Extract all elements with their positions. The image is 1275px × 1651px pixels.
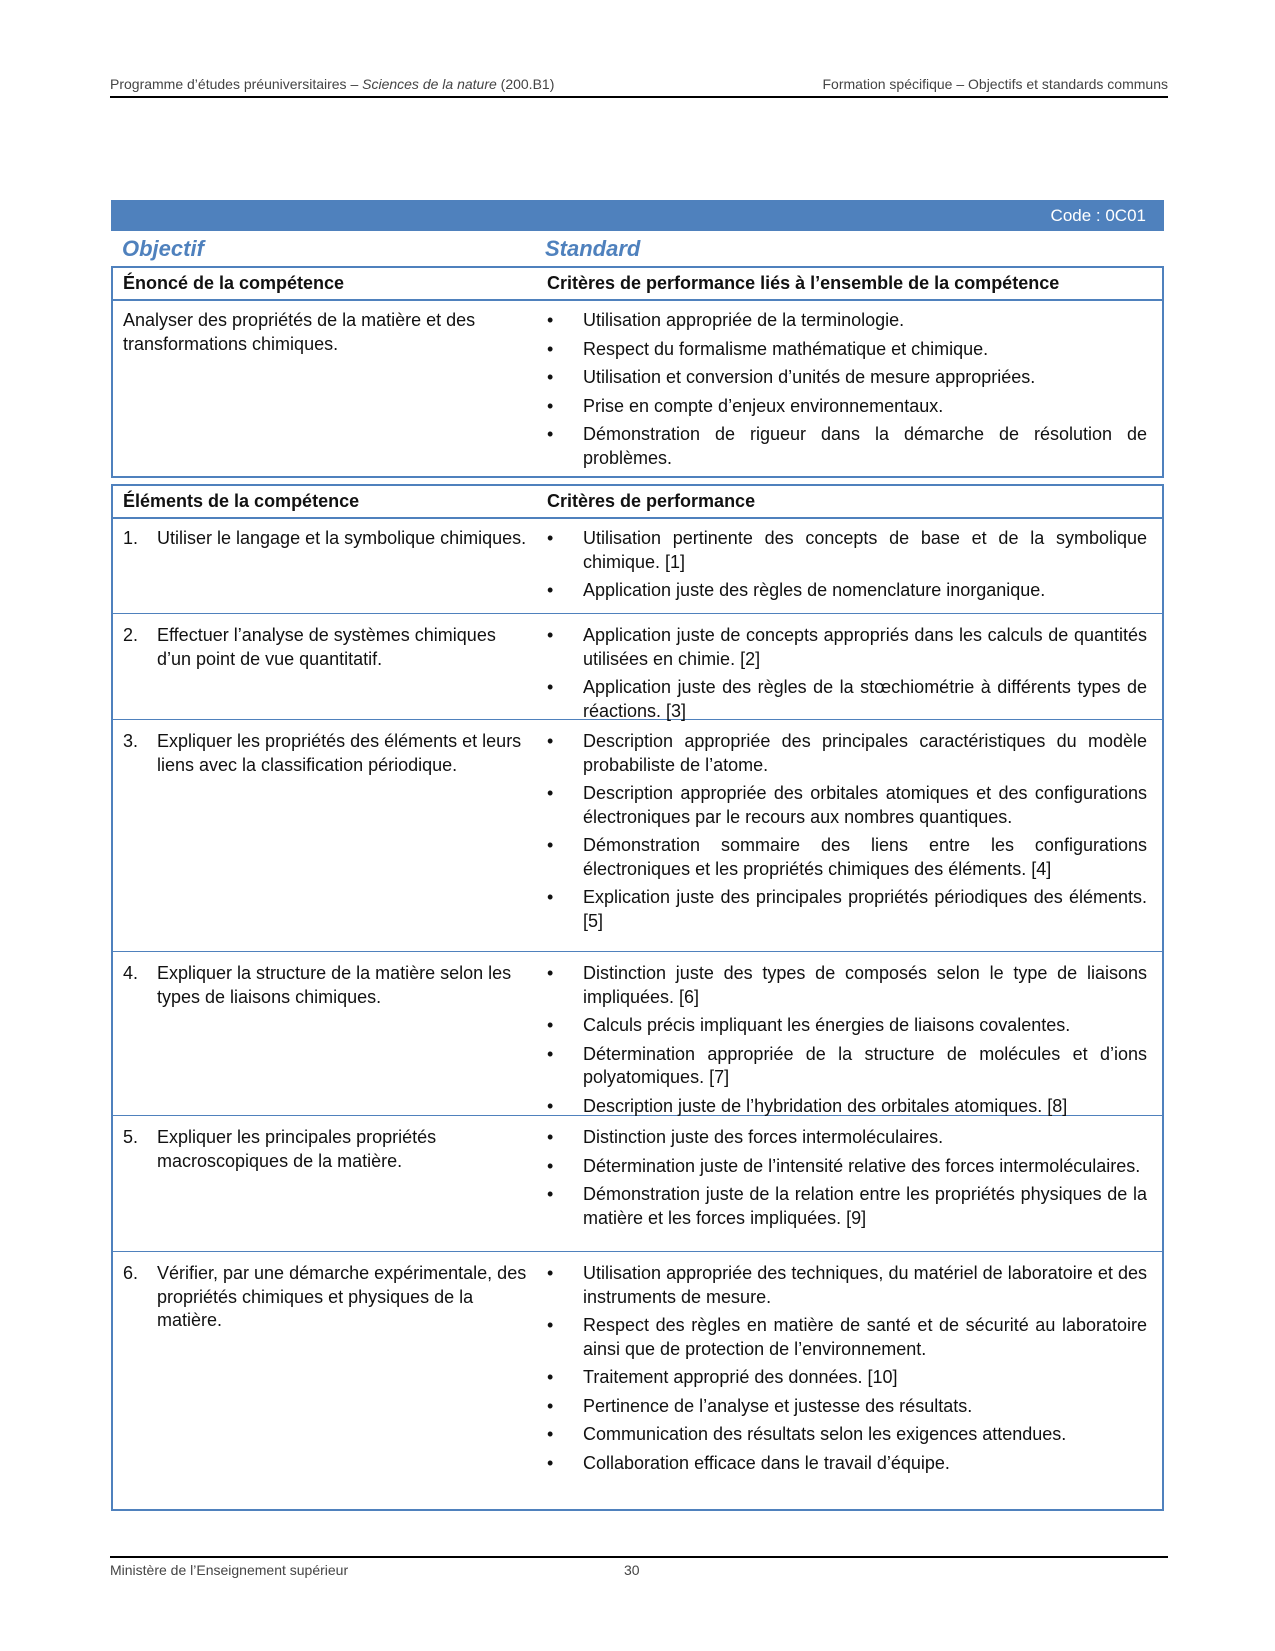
elements-header-row (113, 486, 1162, 519)
critere-text: Communication des résultats selon les exigences attendues. (583, 1424, 1067, 1444)
element-number: 2. (123, 625, 139, 645)
bullet-icon: • (547, 580, 554, 600)
critere-text: Distinction juste des types de composés selon le type de liaisons impliquées. [6] (583, 963, 1147, 1007)
bullet-icon: • (547, 338, 554, 359)
element-text: Vérifier, par une démarche expérimentale, des propriétés chimiques et physiques de la matière. (157, 1263, 527, 1330)
critere-item (547, 1423, 1147, 1447)
bullet-icon: • (547, 1315, 554, 1335)
element-criteres-list (547, 730, 1147, 938)
critere-text: Démonstration de rigueur dans la démarche de résolution de problèmes. (583, 424, 1147, 468)
element-criteres-list (547, 1126, 1147, 1235)
element-criteres-list (547, 527, 1147, 608)
critere-text: Utilisation pertinente des concepts de base et de la symbolique chimique. [1] (583, 528, 1147, 572)
competence-box (111, 266, 1164, 478)
critere-text: Utilisation appropriée des techniques, du matériel de laboratoire et des instruments de mesure. (583, 1263, 1147, 1307)
bullet-icon: • (547, 1395, 554, 1416)
code-bar (111, 200, 1164, 231)
critere-item (547, 624, 1147, 671)
bullet-icon: • (547, 310, 554, 330)
critere-item (547, 834, 1147, 881)
critere-item (547, 338, 1147, 362)
critere-text: Collaboration efficace dans le travail d’équipe. (583, 1452, 950, 1473)
critere-item (547, 1395, 1147, 1419)
bullet-icon: • (547, 783, 554, 803)
element-row (113, 720, 1162, 952)
critere-item (547, 886, 1147, 933)
critere-item (547, 1126, 1147, 1150)
element-row (113, 1116, 1162, 1252)
element-row (113, 952, 1162, 1116)
criteres-ensemble-list (547, 309, 1147, 475)
critere-text: Détermination juste de l’intensité relative des forces intermoléculaires. (583, 1155, 1141, 1176)
critere-item (547, 1014, 1147, 1038)
critere-text: Utilisation et conversion d’unités de mesure appropriées. (583, 367, 1036, 387)
critere-item (547, 1366, 1147, 1390)
bullet-icon: • (547, 424, 554, 444)
critere-item (547, 366, 1147, 390)
critere-text: Description appropriée des orbitales atomiques et des configurations électroniques par le recours aux nombres quantiques. (583, 783, 1147, 827)
bullet-icon: • (547, 1452, 554, 1473)
critere-item (547, 1452, 1147, 1476)
critere-item (547, 1095, 1147, 1119)
criteres-ensemble-header: Critères de performance liés à l’ensemble de la compétence (547, 273, 1060, 293)
page-header (110, 72, 1168, 98)
program-title: Programme d’études préuniversitaires – Sciences de la nature (200.B1) (110, 76, 555, 92)
element-criteres-list (547, 962, 1147, 1123)
element-number: 4. (123, 963, 139, 983)
bullet-icon: • (547, 1095, 554, 1116)
criteres-header: Critères de performance (547, 491, 756, 511)
critere-item (547, 676, 1147, 723)
bullet-icon: • (547, 1043, 554, 1064)
critere-item (547, 527, 1147, 574)
objectif-heading: Objectif (122, 236, 204, 261)
elements-box (111, 484, 1164, 1511)
page-number: 30 (624, 1562, 640, 1578)
element-text: Utiliser le langage et la symbolique chimiques. (157, 528, 527, 548)
critere-text: Pertinence de l’analyse et justesse des résultats. (583, 1395, 973, 1416)
competence-header-row (113, 268, 1162, 301)
critere-item (547, 1183, 1147, 1230)
bullet-icon: • (547, 1263, 554, 1283)
standard-heading: Standard (545, 236, 641, 261)
critere-item (547, 1155, 1147, 1179)
enonce-header: Énoncé de la compétence (123, 273, 345, 293)
enonce-text: Analyser des propriétés de la matière et des transformations chimiques. (123, 310, 476, 354)
critere-item (547, 579, 1147, 603)
critere-item (547, 962, 1147, 1009)
critere-item (547, 309, 1147, 333)
page-footer (110, 1556, 1168, 1578)
bullet-icon: • (547, 677, 554, 697)
bullet-icon: • (547, 963, 554, 983)
element-row (113, 614, 1162, 720)
competence-code: Code : 0C01 (1050, 206, 1146, 225)
critere-text: Calculs précis impliquant les énergies de liaisons covalentes. (583, 1015, 1071, 1035)
critere-item (547, 1314, 1147, 1361)
critere-text: Démonstration juste de la relation entre les propriétés physiques de la matière et les forces impliquées. [9] (583, 1184, 1147, 1228)
element-text: Effectuer l’analyse de systèmes chimiques d’un point de vue quantitatif. (157, 625, 496, 669)
element-text: Expliquer les propriétés des éléments et leurs liens avec la classification périodique. (157, 731, 522, 775)
element-number: 1. (123, 528, 139, 548)
bullet-icon: • (547, 528, 554, 548)
bullet-icon: • (547, 1424, 554, 1444)
critere-item (547, 395, 1147, 419)
element-text: Expliquer les principales propriétés macroscopiques de la matière. (157, 1127, 437, 1171)
bullet-icon: • (547, 1015, 554, 1035)
critere-item (547, 1043, 1147, 1090)
critere-text: Respect du formalisme mathématique et chimique. (583, 338, 989, 359)
critere-text: Application juste de concepts appropriés dans les calculs de quantités utilisées en chimie. [2] (583, 625, 1147, 669)
element-criteres-list (547, 624, 1147, 728)
critere-text: Description juste de l’hybridation des orbitales atomiques. [8] (583, 1095, 1068, 1116)
critere-text: Prise en compte d’enjeux environnementaux. (583, 395, 944, 416)
bullet-icon: • (547, 835, 554, 855)
critere-text: Respect des règles en matière de santé et de sécurité au laboratoire ainsi que de protection de l’environnement. (583, 1315, 1147, 1359)
element-number: 5. (123, 1127, 139, 1147)
bullet-icon: • (547, 887, 554, 907)
critere-text: Utilisation appropriée de la terminologie. (583, 310, 905, 330)
element-criteres-list (547, 1262, 1147, 1480)
critere-text: Détermination appropriée de la structure de molécules et d’ions polyatomiques. [7] (583, 1043, 1147, 1087)
critere-text: Distinction juste des forces intermoléculaires. (583, 1127, 944, 1147)
element-row (113, 517, 1162, 614)
bullet-icon: • (547, 1184, 554, 1204)
critere-text: Explication juste des principales propriétés périodiques des éléments. [5] (583, 887, 1147, 931)
critere-text: Description appropriée des principales caractéristiques du modèle probabiliste de l’atome. (583, 731, 1147, 775)
bullet-icon: • (547, 395, 554, 416)
element-text: Expliquer la structure de la matière selon les types de liaisons chimiques. (157, 963, 512, 1007)
bullet-icon: • (547, 1367, 554, 1387)
bullet-icon: • (547, 1127, 554, 1147)
element-number: 3. (123, 731, 139, 751)
critere-text: Application juste des règles de nomenclature inorganique. (583, 580, 1046, 600)
element-number: 6. (123, 1263, 139, 1283)
bullet-icon: • (547, 1155, 554, 1176)
critere-text: Démonstration sommaire des liens entre les configurations électroniques et les propriétés chimiques des éléments. [4] (583, 835, 1147, 879)
bullet-icon: • (547, 625, 554, 645)
critere-item (547, 782, 1147, 829)
critere-item (547, 1262, 1147, 1309)
section-title: Formation spécifique – Objectifs et standards communs (822, 76, 1168, 92)
critere-text: Application juste des règles de la stœchiométrie à différents types de réactions. [3] (583, 677, 1147, 721)
footer-ministry: Ministère de l’Enseignement supérieur (110, 1562, 349, 1578)
bullet-icon: • (547, 731, 554, 751)
bullet-icon: • (547, 367, 554, 387)
elements-header: Éléments de la compétence (123, 491, 360, 511)
critere-text: Traitement approprié des données. [10] (583, 1367, 898, 1387)
critere-item (547, 423, 1147, 470)
critere-item (547, 730, 1147, 777)
element-row (113, 1252, 1162, 1505)
